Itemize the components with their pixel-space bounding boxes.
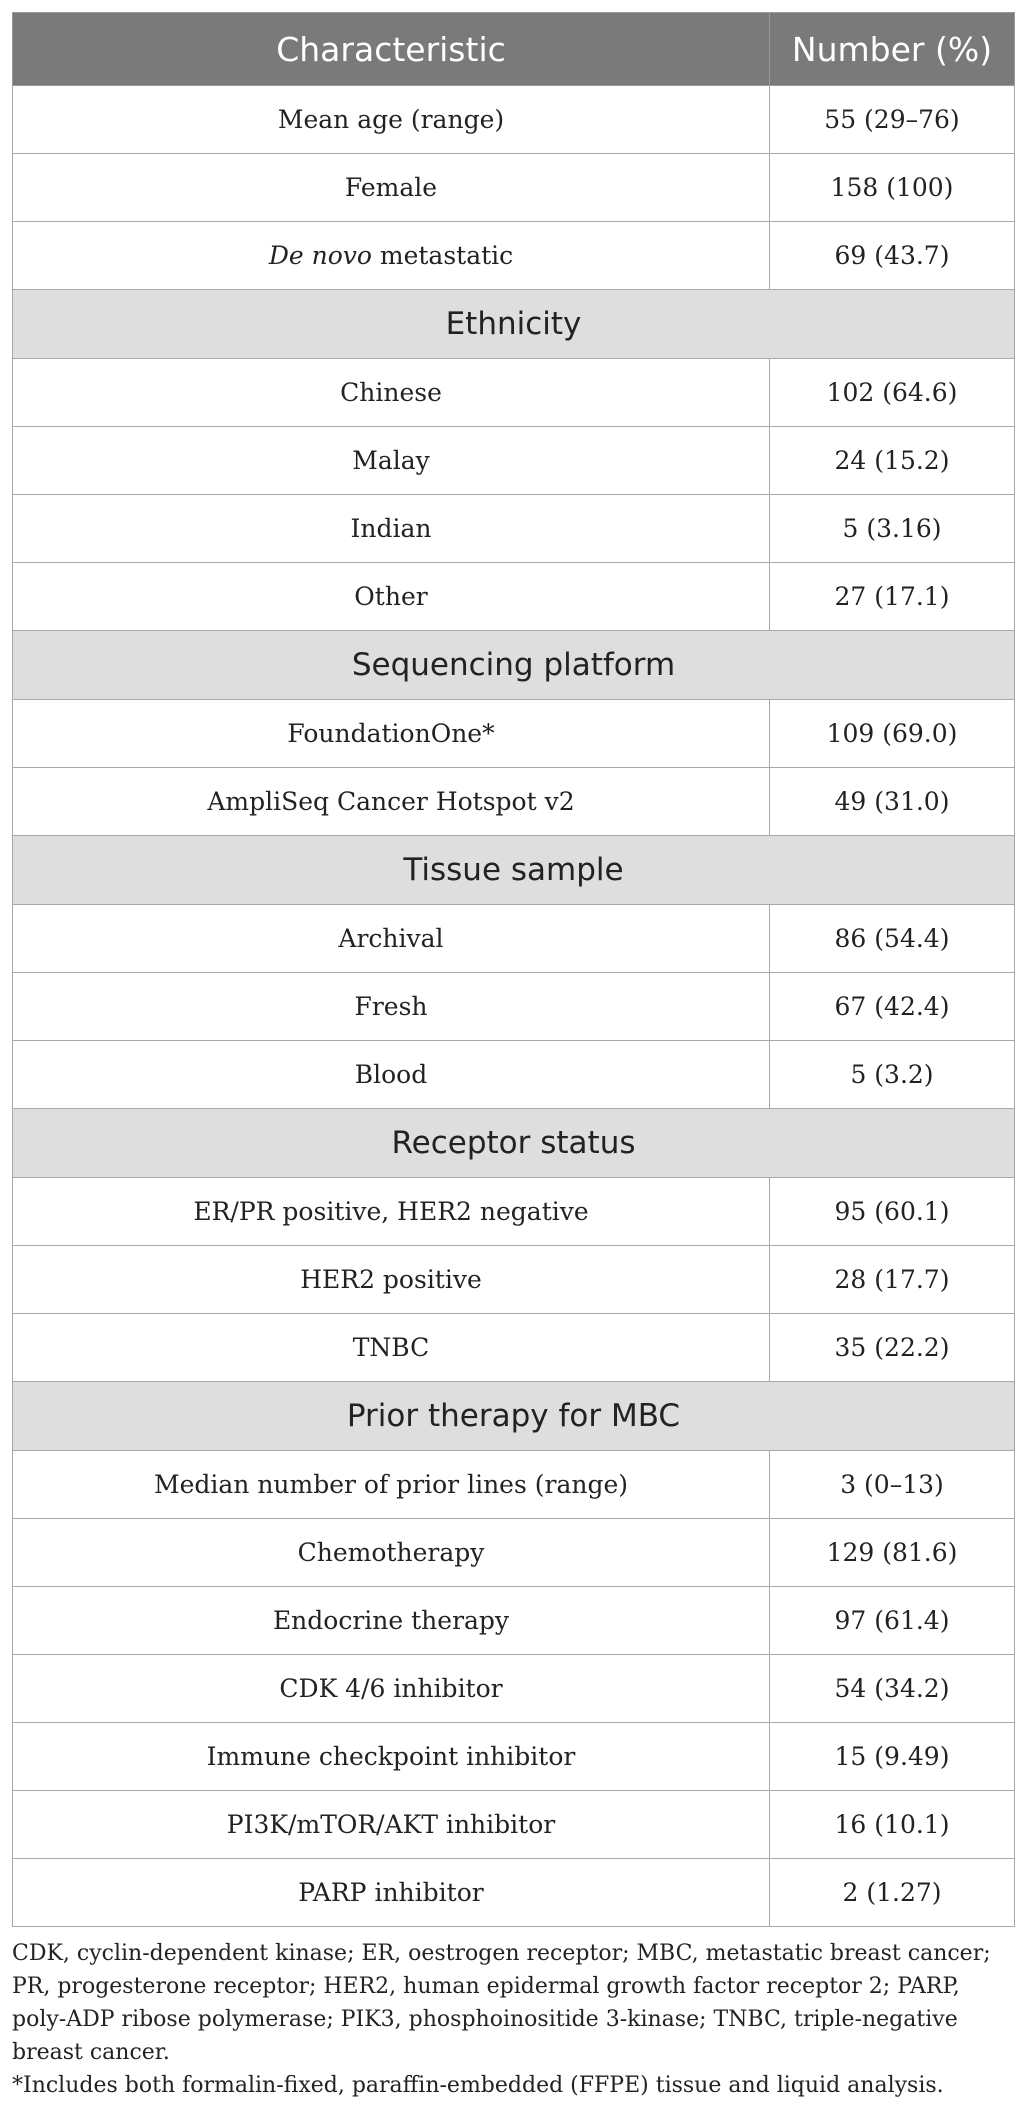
characteristic-cell: Immune checkpoint inhibitor bbox=[13, 1723, 770, 1791]
number-percent-cell: 49 (31.0) bbox=[770, 768, 1015, 836]
section-header-row bbox=[13, 1382, 1015, 1451]
number-percent-cell: 15 (9.49) bbox=[770, 1723, 1015, 1791]
section-header-row bbox=[13, 290, 1015, 359]
table-footnotes bbox=[12, 1937, 1014, 2102]
characteristic-cell: Mean age (range) bbox=[13, 86, 770, 154]
table-row bbox=[13, 563, 1015, 631]
asterisk-note: *Includes both formalin-fixed, paraffin-embedded (FFPE) tissue and liquid analysis. bbox=[12, 2073, 944, 2098]
number-percent-cell: 16 (10.1) bbox=[770, 1791, 1015, 1859]
number-percent-cell: 27 (17.1) bbox=[770, 563, 1015, 631]
number-percent-cell: 28 (17.7) bbox=[770, 1246, 1015, 1314]
number-percent-cell: 158 (100) bbox=[770, 154, 1015, 222]
characteristic-cell bbox=[13, 222, 770, 290]
characteristic-cell: PARP inhibitor bbox=[13, 1859, 770, 1927]
number-percent-cell: 55 (29–76) bbox=[770, 86, 1015, 154]
section-header-row bbox=[13, 1109, 1015, 1178]
table-row bbox=[13, 495, 1015, 563]
section-label: Prior therapy for MBC bbox=[13, 1382, 1015, 1451]
characteristic-cell: Chinese bbox=[13, 359, 770, 427]
characteristic-italic-text: De novo bbox=[268, 241, 372, 270]
table-row bbox=[13, 700, 1015, 768]
table-header-row bbox=[13, 13, 1015, 86]
number-percent-cell: 5 (3.2) bbox=[770, 1041, 1015, 1109]
characteristic-cell: Chemotherapy bbox=[13, 1519, 770, 1587]
table-row bbox=[13, 1451, 1015, 1519]
table-row bbox=[13, 359, 1015, 427]
characteristic-cell: Endocrine therapy bbox=[13, 1587, 770, 1655]
number-percent-cell: 129 (81.6) bbox=[770, 1519, 1015, 1587]
characteristic-cell: Fresh bbox=[13, 973, 770, 1041]
table-row bbox=[13, 1859, 1015, 1927]
table-row bbox=[13, 86, 1015, 154]
table-body bbox=[13, 86, 1015, 1927]
characteristic-text: metastatic bbox=[371, 241, 514, 270]
number-percent-cell: 109 (69.0) bbox=[770, 700, 1015, 768]
number-percent-cell: 54 (34.2) bbox=[770, 1655, 1015, 1723]
table-row bbox=[13, 768, 1015, 836]
table-row bbox=[13, 1587, 1015, 1655]
characteristic-cell: TNBC bbox=[13, 1314, 770, 1382]
number-percent-cell: 69 (43.7) bbox=[770, 222, 1015, 290]
number-percent-cell: 102 (64.6) bbox=[770, 359, 1015, 427]
characteristic-cell: AmpliSeq Cancer Hotspot v2 bbox=[13, 768, 770, 836]
table-row bbox=[13, 427, 1015, 495]
table-container bbox=[12, 12, 1014, 2102]
section-header-row bbox=[13, 836, 1015, 905]
characteristic-cell: PI3K/mTOR/AKT inhibitor bbox=[13, 1791, 770, 1859]
number-percent-cell: 24 (15.2) bbox=[770, 427, 1015, 495]
number-percent-cell: 95 (60.1) bbox=[770, 1178, 1015, 1246]
number-percent-cell: 3 (0–13) bbox=[770, 1451, 1015, 1519]
abbreviations-note: CDK, cyclin-dependent kinase; ER, oestrogen receptor; MBC, metastatic breast cancer; PR, progesterone receptor; HER2, human epidermal growth factor receptor 2; PARP, poly-ADP ribose polymerase; PIK3, phosphoinositide 3-kinase; TNBC, triple-negative breast cancer. bbox=[12, 1941, 991, 2065]
characteristic-cell: FoundationOne* bbox=[13, 700, 770, 768]
table-row bbox=[13, 154, 1015, 222]
table-row bbox=[13, 1791, 1015, 1859]
number-percent-cell: 2 (1.27) bbox=[770, 1859, 1015, 1927]
table-row bbox=[13, 1723, 1015, 1791]
characteristic-cell: HER2 positive bbox=[13, 1246, 770, 1314]
header-characteristic: Characteristic bbox=[13, 13, 770, 86]
characteristic-cell: Malay bbox=[13, 427, 770, 495]
table-row bbox=[13, 222, 1015, 290]
table-row bbox=[13, 973, 1015, 1041]
table-row bbox=[13, 1246, 1015, 1314]
section-label: Receptor status bbox=[13, 1109, 1015, 1178]
characteristic-cell: Other bbox=[13, 563, 770, 631]
table-row bbox=[13, 1655, 1015, 1723]
table-row bbox=[13, 1178, 1015, 1246]
number-percent-cell: 97 (61.4) bbox=[770, 1587, 1015, 1655]
characteristic-cell: Archival bbox=[13, 905, 770, 973]
characteristic-cell: Indian bbox=[13, 495, 770, 563]
table-row bbox=[13, 1041, 1015, 1109]
section-label: Sequencing platform bbox=[13, 631, 1015, 700]
characteristic-cell: ER/PR positive, HER2 negative bbox=[13, 1178, 770, 1246]
characteristic-cell: Median number of prior lines (range) bbox=[13, 1451, 770, 1519]
section-header-row bbox=[13, 631, 1015, 700]
characteristic-cell: CDK 4/6 inhibitor bbox=[13, 1655, 770, 1723]
section-label: Ethnicity bbox=[13, 290, 1015, 359]
number-percent-cell: 5 (3.16) bbox=[770, 495, 1015, 563]
header-number-percent: Number (%) bbox=[770, 13, 1015, 86]
number-percent-cell: 67 (42.4) bbox=[770, 973, 1015, 1041]
characteristic-cell: Female bbox=[13, 154, 770, 222]
number-percent-cell: 35 (22.2) bbox=[770, 1314, 1015, 1382]
section-label: Tissue sample bbox=[13, 836, 1015, 905]
table-row bbox=[13, 905, 1015, 973]
table-row bbox=[13, 1519, 1015, 1587]
characteristic-cell: Blood bbox=[13, 1041, 770, 1109]
number-percent-cell: 86 (54.4) bbox=[770, 905, 1015, 973]
table-row bbox=[13, 1314, 1015, 1382]
characteristics-table bbox=[12, 12, 1015, 1927]
